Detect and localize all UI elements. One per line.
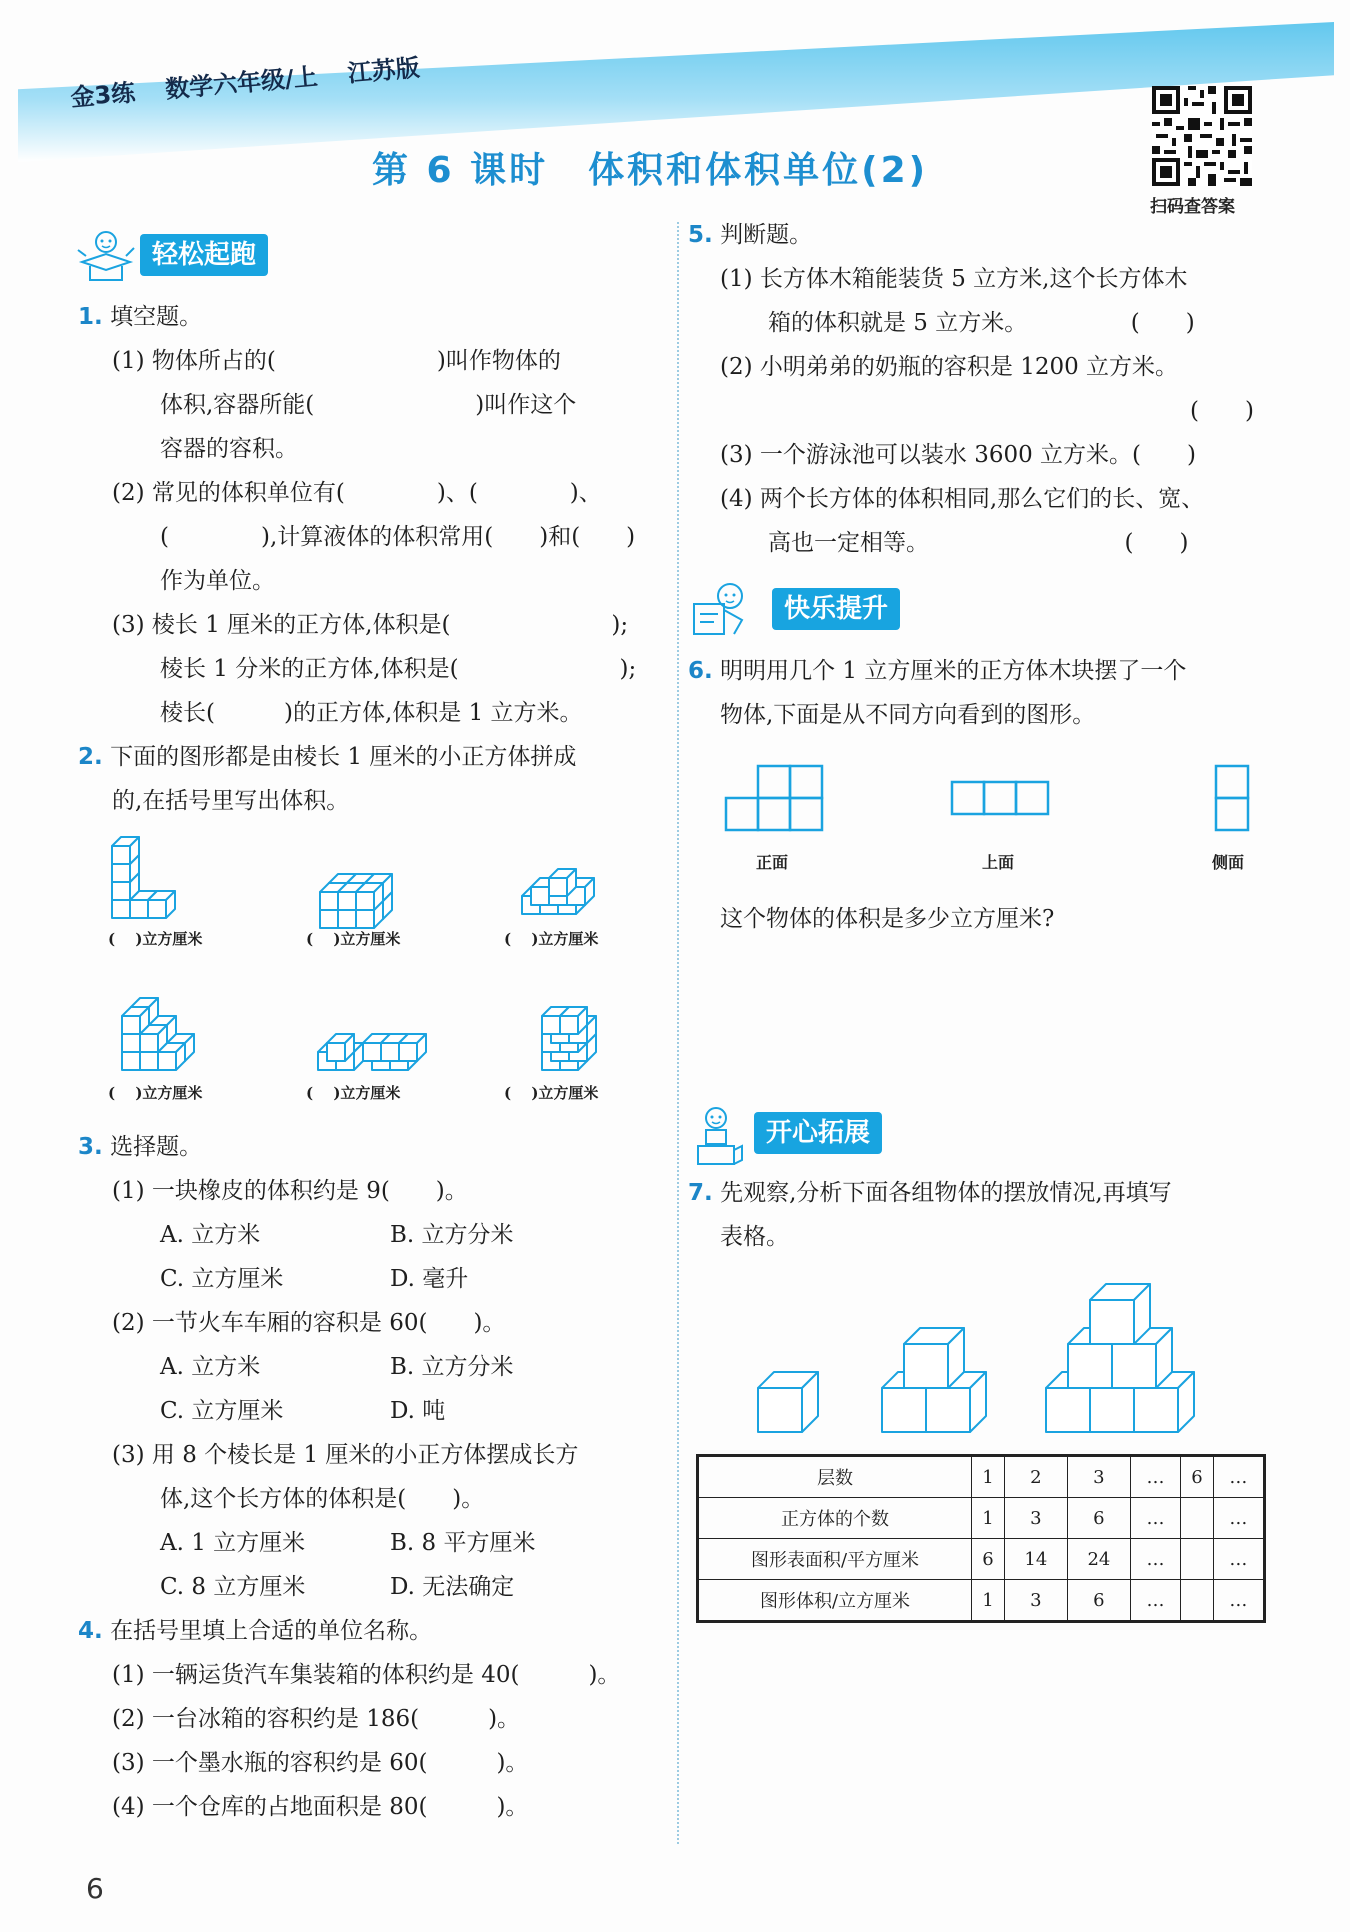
row-header-cell: 图形表面积/平方厘米	[699, 1539, 972, 1580]
page-number: 6	[86, 1872, 104, 1905]
q1-line: 作为单位。	[160, 568, 275, 594]
q1-line[interactable]: 体积,容器所能( )叫作这个	[160, 392, 577, 418]
table-cell: 1	[972, 1580, 1005, 1621]
section-warmup-title: 轻松起跑	[140, 234, 268, 276]
q5-heading	[688, 220, 812, 250]
volume-answer-blank[interactable]: ( )立方厘米	[306, 1084, 401, 1102]
unit-cube	[399, 1034, 426, 1061]
q2-line: 的,在括号里写出体积。	[112, 788, 350, 814]
table-cell: …	[1213, 1539, 1263, 1580]
q2-number: 2.	[78, 744, 103, 770]
section-improve-header	[684, 580, 889, 644]
q1-line[interactable]: ( ),计算液体的体积常用( )和( )	[160, 524, 636, 550]
section-extend-header	[684, 1104, 871, 1170]
section-improve-title: 快乐提升	[772, 588, 900, 630]
q3-option[interactable]: C. 立方厘米	[160, 1266, 284, 1292]
table-cell: 1	[972, 1498, 1005, 1539]
q3-number: 3.	[78, 1134, 103, 1160]
volume-answer-blank[interactable]: ( )立方厘米	[504, 930, 599, 948]
table-cell: …	[1130, 1457, 1180, 1498]
q3-heading	[78, 1132, 202, 1162]
answer-cell[interactable]	[1181, 1539, 1214, 1580]
q6-line: 物体,下面是从不同方向看到的图形。	[720, 702, 1096, 728]
q5-line: (1) 长方体木箱能装货 5 立方米,这个长方体木	[720, 266, 1188, 292]
q5-number: 5.	[688, 222, 713, 248]
table-cell: 24	[1067, 1539, 1130, 1580]
q3-option[interactable]: A. 1 立方厘米	[160, 1530, 306, 1556]
q1-title: 填空题。	[110, 304, 203, 330]
edition-label: 江苏版	[346, 53, 421, 88]
brand-name: 金3练	[69, 78, 137, 113]
q6-heading	[688, 656, 1186, 686]
lesson-topic: 体积和体积单位(2)	[588, 150, 929, 191]
q1-line[interactable]: (2) 常见的体积单位有( )、( )、	[112, 480, 602, 506]
top-view-diagram	[950, 780, 1052, 816]
builder-kid-icon	[684, 1104, 748, 1166]
q7-heading	[688, 1178, 1172, 1208]
table-cell: …	[1213, 1498, 1263, 1539]
volume-answer-blank[interactable]: ( )立方厘米	[108, 1084, 203, 1102]
q3-stem: (3) 用 8 个棱长是 1 厘米的小正方体摆成长方	[112, 1442, 579, 1468]
table-cell: 6	[1067, 1580, 1130, 1621]
unit-cube	[560, 1007, 587, 1034]
unit-cube	[148, 891, 175, 918]
cube-figure-c	[520, 866, 600, 918]
stack-three-layers	[1044, 1272, 1204, 1436]
table-cell: …	[1130, 1498, 1180, 1539]
q1-line[interactable]: (1) 物体所占的( )叫作物体的	[112, 348, 561, 374]
q2-line: 下面的图形都是由棱长 1 厘米的小正方体拼成	[110, 744, 577, 770]
q3-stem[interactable]: (1) 一块橡皮的体积约是 9( )。	[112, 1178, 468, 1204]
table-cell: 14	[1004, 1539, 1067, 1580]
lesson-number: 第 6 课时	[372, 150, 549, 191]
subject-label: 数学六年级/上	[164, 62, 319, 104]
cube-figure-e	[316, 1014, 426, 1074]
cube-figure-d	[120, 990, 216, 1074]
q3-option[interactable]: B. 立方分米	[390, 1354, 514, 1380]
unit-cube	[904, 1328, 964, 1388]
q3-stem[interactable]: (2) 一节火车车厢的容积是 60( )。	[112, 1310, 506, 1336]
side-view-diagram	[1214, 764, 1250, 832]
section-extend-title: 开心拓展	[754, 1112, 882, 1154]
table-row	[699, 1457, 1264, 1498]
qr-caption: 扫码查答案	[1150, 197, 1235, 217]
q3-option[interactable]: B. 8 平方厘米	[390, 1530, 536, 1556]
q5-line[interactable]: (3) 一个游泳池可以装水 3600 立方米。( )	[720, 442, 1196, 468]
q3-option[interactable]: D. 吨	[390, 1398, 446, 1424]
column-divider	[677, 222, 679, 1844]
q7-line: 表格。	[720, 1224, 789, 1250]
q1-line[interactable]: (3) 棱长 1 厘米的正方体,体积是( );	[112, 612, 629, 638]
q1-line: 容器的容积。	[160, 436, 298, 462]
table-cell: 3	[1067, 1457, 1130, 1498]
q7-data-table	[698, 1456, 1264, 1621]
q6-line: 明明用几个 1 立方厘米的正方体木块摆了一个	[720, 658, 1187, 684]
table-cell: 3	[1004, 1580, 1067, 1621]
q6-question: 这个物体的体积是多少立方厘米?	[720, 906, 1055, 932]
q4-line[interactable]: (3) 一个墨水瓶的容积约是 60( )。	[112, 1750, 529, 1776]
q3-stem[interactable]: 体,这个长方体的体积是( )。	[160, 1486, 485, 1512]
cube-figure-b	[318, 850, 414, 922]
row-header-cell: 层数	[699, 1457, 972, 1498]
q1-line[interactable]: 棱长 1 分米的正方体,体积是( );	[160, 656, 637, 682]
table-cell: 6	[1067, 1498, 1130, 1539]
q3-option[interactable]: A. 立方米	[160, 1354, 261, 1380]
q3-title: 选择题。	[110, 1134, 203, 1160]
q7-line: 先观察,分析下面各组物体的摆放情况,再填写	[720, 1180, 1172, 1206]
table-cell: 1	[972, 1457, 1005, 1498]
volume-answer-blank[interactable]: ( )立方厘米	[108, 930, 203, 948]
qr-code-icon[interactable]	[1152, 86, 1252, 186]
unit-cube	[758, 1372, 818, 1432]
q7-number: 7.	[688, 1180, 713, 1206]
table-cell: 6	[972, 1539, 1005, 1580]
q3-option[interactable]: D. 毫升	[390, 1266, 469, 1292]
q4-heading	[78, 1616, 432, 1646]
row-header-cell: 图形体积/立方厘米	[699, 1580, 972, 1621]
q3-option[interactable]: C. 8 立方厘米	[160, 1574, 306, 1600]
q5-answer-blank[interactable]: ( )	[1190, 398, 1254, 424]
q3-option[interactable]: C. 立方厘米	[160, 1398, 284, 1424]
q5-line: (2) 小明弟弟的奶瓶的容积是 1200 立方米。	[720, 354, 1179, 380]
row-header-cell: 正方体的个数	[699, 1498, 972, 1539]
table-cell: 6	[1181, 1457, 1214, 1498]
student-cartoon-icon	[74, 226, 138, 286]
unit-cube	[112, 837, 139, 864]
q1-heading	[78, 302, 202, 332]
cube-figure-a	[110, 836, 200, 920]
q3-option[interactable]: A. 立方米	[160, 1222, 261, 1248]
table-cell: 2	[1004, 1457, 1067, 1498]
q4-title: 在括号里填上合适的单位名称。	[110, 1618, 433, 1644]
table-row	[699, 1539, 1264, 1580]
front-view-diagram	[724, 764, 826, 832]
q4-line[interactable]: (4) 一个仓库的占地面积是 80( )。	[112, 1794, 529, 1820]
table-cell: …	[1213, 1580, 1263, 1621]
unit-cube	[356, 883, 383, 910]
volume-answer-blank[interactable]: ( )立方厘米	[306, 930, 401, 948]
q5-title: 判断题。	[720, 222, 813, 248]
q1-line[interactable]: 棱长( )的正方体,体积是 1 立方米。	[160, 700, 583, 726]
q5-line[interactable]: 高也一定相等。 ( )	[768, 530, 1189, 556]
unit-cube	[327, 1034, 354, 1061]
cube-figure-f	[540, 994, 612, 1074]
table-cell: …	[1130, 1580, 1180, 1621]
unit-cube	[1090, 1284, 1150, 1344]
q1-number: 1.	[78, 304, 103, 330]
section-warmup-header	[74, 226, 257, 290]
answer-cell[interactable]	[1181, 1498, 1214, 1539]
volume-answer-blank[interactable]: ( )立方厘米	[504, 1084, 599, 1102]
table-cell: 3	[1004, 1498, 1067, 1539]
lesson-title	[372, 142, 928, 193]
q3-option[interactable]: D. 无法确定	[390, 1574, 515, 1600]
unit-cube	[122, 1007, 149, 1034]
table-cell: …	[1130, 1539, 1180, 1580]
front-view-label: 正面	[756, 853, 789, 872]
reading-kid-icon	[684, 580, 760, 640]
table-row	[699, 1498, 1264, 1539]
stack-two-layers	[880, 1316, 1000, 1436]
q6-number: 6.	[688, 658, 713, 684]
stack-one-layer	[756, 1362, 826, 1436]
q4-line[interactable]: (2) 一台冰箱的容积约是 186( )。	[112, 1706, 521, 1732]
table-cell: …	[1213, 1457, 1263, 1498]
side-view-label: 侧面	[1212, 853, 1245, 872]
unit-cube	[549, 869, 576, 896]
top-view-label: 上面	[982, 853, 1015, 872]
q5-line: (4) 两个长方体的体积相同,那么它们的长、宽、	[720, 486, 1205, 512]
q4-line[interactable]: (1) 一辆运货汽车集装箱的体积约是 40( )。	[112, 1662, 621, 1688]
q2-heading	[78, 742, 576, 772]
q5-line[interactable]: 箱的体积就是 5 立方米。 ( )	[768, 310, 1195, 336]
q3-option[interactable]: B. 立方分米	[390, 1222, 514, 1248]
answer-cell[interactable]	[1181, 1580, 1214, 1621]
q4-number: 4.	[78, 1618, 103, 1644]
table-row	[699, 1580, 1264, 1621]
